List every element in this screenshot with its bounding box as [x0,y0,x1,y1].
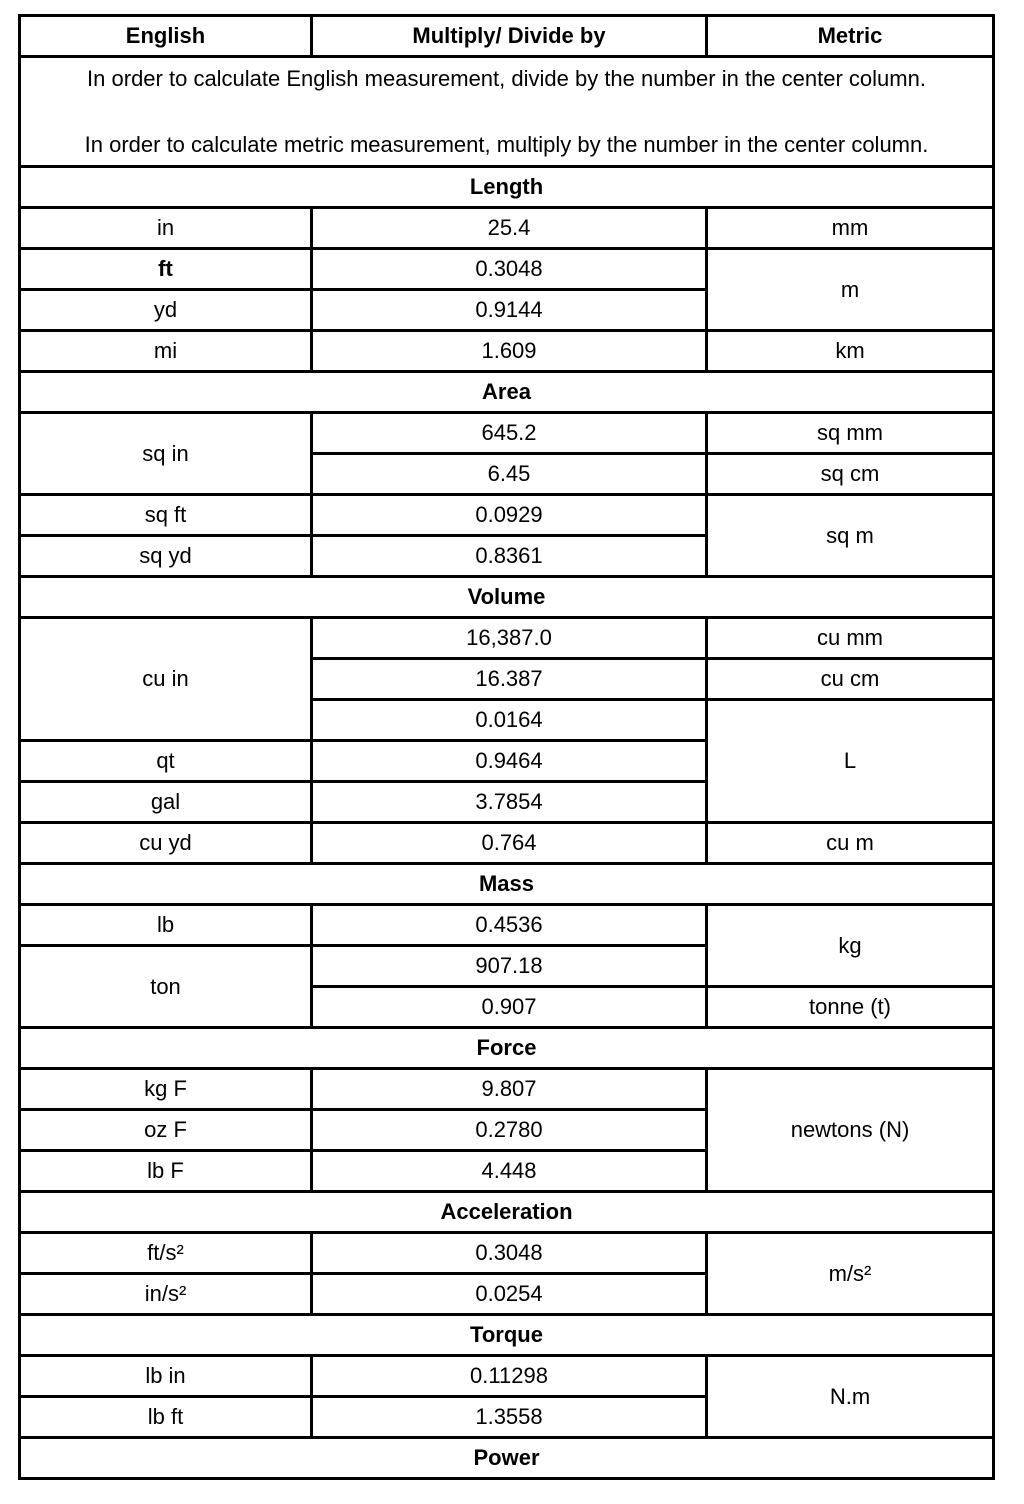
table-row [20,413,994,454]
instructions-cell [20,57,994,167]
section-title: Force [20,1028,994,1069]
english-unit: oz F [20,1110,312,1151]
metric-unit: m [707,249,994,331]
metric-unit: cu cm [707,659,994,700]
conversion-factor: 0.0254 [312,1274,707,1315]
section-row-power [20,1438,994,1479]
conversion-factor: 0.9144 [312,290,707,331]
conversion-factor: 0.0164 [312,700,707,741]
conversion-table [18,14,995,1480]
section-row-mass [20,864,994,905]
metric-unit: sq m [707,495,994,577]
conversion-factor: 1.3558 [312,1397,707,1438]
english-unit: kg F [20,1069,312,1110]
section-title: Length [20,167,994,208]
english-unit: yd [20,290,312,331]
instructions-row [20,57,994,167]
metric-unit: cu mm [707,618,994,659]
table-row [20,1356,994,1397]
section-title: Area [20,372,994,413]
conversion-factor: 0.9464 [312,741,707,782]
table-row [20,208,994,249]
conversion-factor: 907.18 [312,946,707,987]
conversion-factor: 0.907 [312,987,707,1028]
table-row [20,249,994,290]
english-unit: lb in [20,1356,312,1397]
conversion-factor: 0.8361 [312,536,707,577]
english-unit: in [20,208,312,249]
metric-unit: newtons (N) [707,1069,994,1192]
conversion-factor: 25.4 [312,208,707,249]
section-title: Mass [20,864,994,905]
conversion-factor: 16,387.0 [312,618,707,659]
conversion-factor: 9.807 [312,1069,707,1110]
conversion-factor: 0.3048 [312,249,707,290]
conversion-factor: 0.764 [312,823,707,864]
section-title: Power [20,1438,994,1479]
metric-unit: kg [707,905,994,987]
english-unit: mi [20,331,312,372]
conversion-factor: 1.609 [312,331,707,372]
english-unit: cu yd [20,823,312,864]
english-unit: lb F [20,1151,312,1192]
conversion-factor: 0.4536 [312,905,707,946]
instruction-english: In order to calculate English measurement, divide by the number in the center column. [87,65,926,91]
english-unit: sq in [20,413,312,495]
section-row-length [20,167,994,208]
table-row [20,331,994,372]
section-row-volume [20,577,994,618]
conversion-factor: 4.448 [312,1151,707,1192]
english-unit: qt [20,741,312,782]
metric-unit: cu m [707,823,994,864]
metric-unit: sq mm [707,413,994,454]
english-unit: ft/s² [20,1233,312,1274]
table-row [20,618,994,659]
section-title: Torque [20,1315,994,1356]
instruction-metric: In order to calculate metric measurement, multiply by the number in the center column. [84,131,929,157]
conversion-factor: 645.2 [312,413,707,454]
english-unit: in/s² [20,1274,312,1315]
conversion-factor: 6.45 [312,454,707,495]
section-title: Acceleration [20,1192,994,1233]
table-row [20,1069,994,1110]
conversion-factor: 0.2780 [312,1110,707,1151]
metric-unit: m/s² [707,1233,994,1315]
metric-unit: sq cm [707,454,994,495]
section-title: Volume [20,577,994,618]
table-row [20,495,994,536]
section-row-acceleration [20,1192,994,1233]
metric-unit: mm [707,208,994,249]
english-unit: ft [20,249,312,290]
conversion-factor: 16.387 [312,659,707,700]
section-row-torque [20,1315,994,1356]
conversion-factor: 3.7854 [312,782,707,823]
english-unit: lb ft [20,1397,312,1438]
col-header-english: English [20,16,312,57]
table-row [20,1233,994,1274]
english-unit: gal [20,782,312,823]
conversion-factor: 0.11298 [312,1356,707,1397]
header-row [20,16,994,57]
metric-unit: tonne (t) [707,987,994,1028]
metric-unit: L [707,700,994,823]
section-row-force [20,1028,994,1069]
col-header-metric: Metric [707,16,994,57]
col-header-factor: Multiply/ Divide by [312,16,707,57]
english-unit: sq ft [20,495,312,536]
metric-unit: km [707,331,994,372]
section-row-area [20,372,994,413]
table-row [20,905,994,946]
conversion-factor: 0.0929 [312,495,707,536]
english-unit: lb [20,905,312,946]
english-unit: sq yd [20,536,312,577]
metric-unit: N.m [707,1356,994,1438]
english-unit: ton [20,946,312,1028]
conversion-factor: 0.3048 [312,1233,707,1274]
english-unit: cu in [20,618,312,741]
table-row [20,823,994,864]
